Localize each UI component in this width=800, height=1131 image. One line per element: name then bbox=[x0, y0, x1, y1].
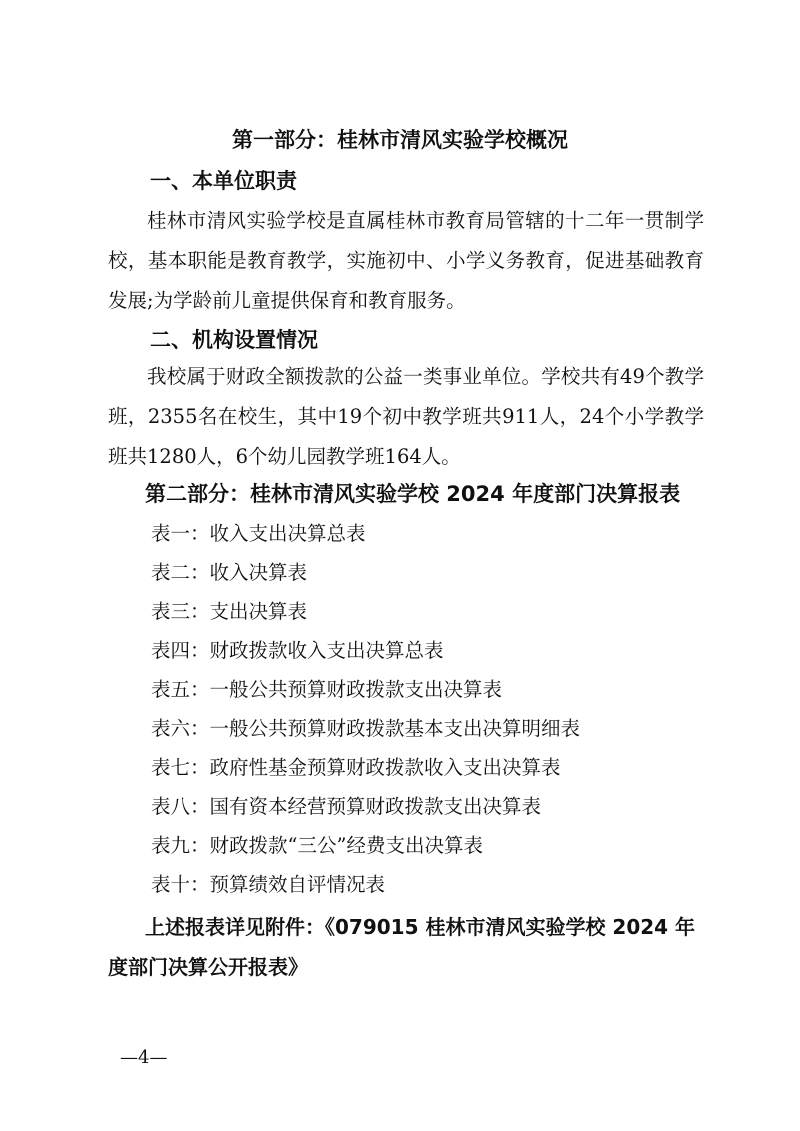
part2-heading: 第二部分：桂林市清风实验学校 2024 年度部门决算报表 bbox=[145, 482, 681, 506]
list-item: 表十：预算绩效自评情况表 bbox=[151, 873, 386, 896]
list-item: 表二：收入决算表 bbox=[151, 561, 308, 584]
page-title: 第一部分：桂林市清风实验学校概况 bbox=[232, 128, 568, 152]
page-number: —4— bbox=[120, 1047, 168, 1068]
list-item: 表四：财政拨款收入支出决算总表 bbox=[151, 639, 444, 662]
organization-paragraph: 我校属于财政全额拨款的公益一类事业单位。学校共有49个教学班，2355名在校生，其中19个初中教学班共911人，24个小学教学班共1280人，6个幼儿园教学班164人。 bbox=[108, 365, 704, 468]
report-table-list bbox=[151, 514, 580, 904]
list-item: 表一：收入支出决算总表 bbox=[151, 522, 366, 545]
attachment-note: 上述报表详见附件：《079015 桂林市清风实验学校 2024 年度部门决算公开报表》 bbox=[108, 915, 696, 979]
list-item: 表九：财政拨款“三公”经费支出决算表 bbox=[151, 834, 483, 857]
list-item: 表八：国有资本经营预算财政拨款支出决算表 bbox=[151, 795, 542, 818]
section-heading-organization: 二、机构设置情况 bbox=[150, 328, 318, 352]
list-item: 表六：一般公共预算财政拨款基本支出决算明细表 bbox=[151, 717, 581, 740]
section-heading-duties: 一、本单位职责 bbox=[150, 169, 297, 193]
list-item: 表五：一般公共预算财政拨款支出决算表 bbox=[151, 678, 503, 701]
list-item: 表七：政府性基金预算财政拨款收入支出决算表 bbox=[151, 756, 561, 779]
list-item: 表三：支出决算表 bbox=[151, 600, 308, 623]
duties-paragraph: 桂林市清风实验学校是直属桂林市教育局管辖的十二年一贯制学校，基本职能是教育教学，实施初中、小学义务教育，促进基础教育发展;为学龄前儿童提供保育和教育服务。 bbox=[108, 209, 704, 312]
